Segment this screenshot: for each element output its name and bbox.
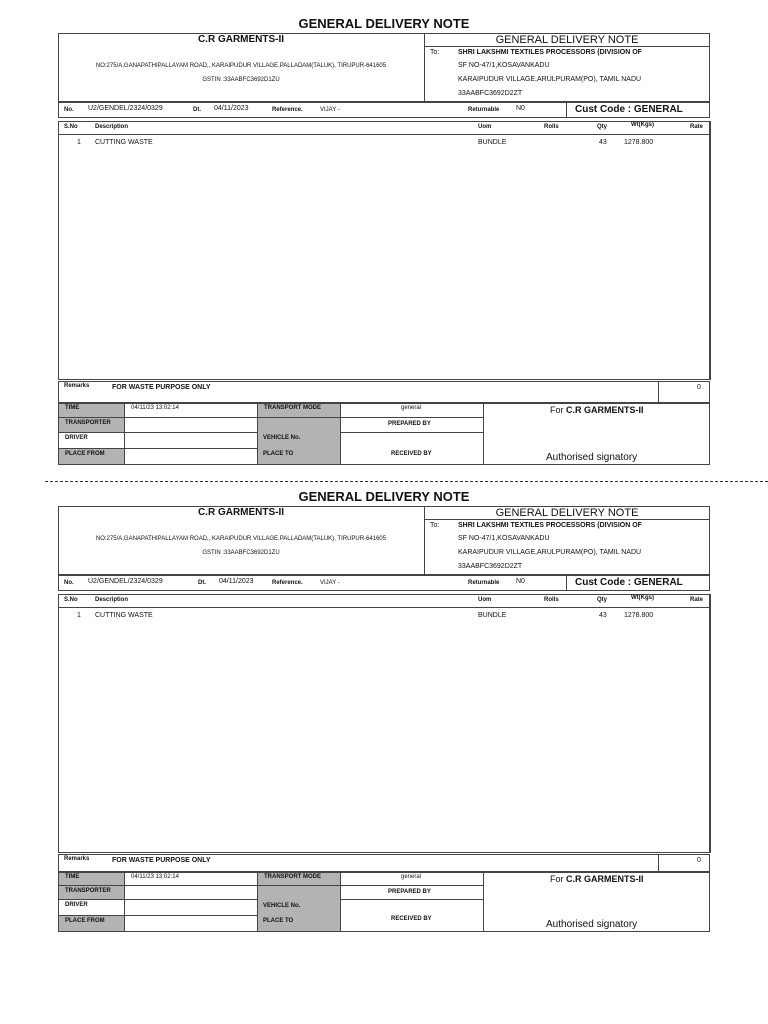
returnable-value: N0	[516, 105, 525, 112]
sender-address: NO:275/A,GANAPATHIPALLAYAM ROAD,, KARAIPUDUR VILLAGE,PALLADAM(TALUK), TIRUPUR-641605	[95, 536, 387, 542]
authorised-signatory: Authorised signatory	[546, 452, 638, 463]
col-rolls: Rolls	[544, 597, 559, 603]
right-title: GENERAL DELIVERY NOTE	[495, 507, 639, 519]
row-uom: BUNDLE	[478, 139, 507, 146]
row-wt: 1278.800	[624, 612, 654, 619]
ref-value: VIJAY -	[320, 107, 340, 113]
doc-title: GENERAL DELIVERY NOTE	[298, 489, 470, 504]
for-company: For C.R GARMENTS-II	[550, 874, 644, 884]
place-to-label-cell: PLACE TO	[263, 451, 294, 457]
receiver-line1: SF NO-47/1,KOSAVANKADU	[458, 62, 550, 69]
sender-address: NO:275/A,GANAPATHIPALLAYAM ROAD,, KARAIPUDUR VILLAGE,PALLADAM(TALUK), TIRUPUR-641605	[95, 63, 387, 69]
vehicle-label-cell: VEHICLE No.	[263, 435, 301, 441]
transport-mode-value-cell: general	[340, 403, 484, 418]
receiver-name: SHRI LAKSHMI TEXTILES PROCESSORS (DIVISION OF	[458, 522, 642, 529]
items-table	[58, 121, 710, 380]
remarks-total: 0	[697, 857, 701, 864]
dt-label: Dt.	[198, 580, 206, 586]
col-uom: Uom	[478, 124, 492, 130]
receiver-line1: SF NO-47/1,KOSAVANKADU	[458, 535, 550, 542]
receiver-line2: KARAIPUDUR VILLAGE,ARULPURAM(PO), TAMIL NADU	[458, 549, 642, 556]
driver-label-cell: DRIVER	[58, 432, 125, 449]
returnable-label: Returnable	[468, 580, 500, 586]
remarks-label: Remarks	[64, 383, 90, 389]
transporter-value-cell	[124, 417, 258, 433]
remarks-value: FOR WASTE PURPOSE ONLY	[112, 857, 211, 864]
row-description: CUTTING WASTE	[95, 139, 153, 146]
delivery-note-copy-1	[0, 0, 768, 470]
no-label: No.	[64, 107, 74, 113]
authorised-signatory: Authorised signatory	[546, 919, 638, 930]
col-uom: Uom	[478, 597, 492, 603]
ref-value: VIJAY -	[320, 580, 340, 586]
remarks-total: 0	[697, 384, 701, 391]
received-by-cell: RECEIVED BY	[340, 432, 484, 465]
transporter-label-cell: TRANSPORTER	[58, 417, 125, 433]
row-uom: BUNDLE	[478, 612, 507, 619]
row-qty: 43	[599, 139, 607, 146]
col-qty: Qty	[597, 124, 608, 130]
time-label-cell: TIME	[58, 403, 125, 418]
row-description: CUTTING WASTE	[95, 612, 153, 619]
time-value-cell: 04/11/23 13:02:14	[124, 403, 258, 418]
returnable-label: Returnable	[468, 107, 500, 113]
receiver-line2: KARAIPUDUR VILLAGE,ARULPURAM(PO), TAMIL NADU	[458, 76, 642, 83]
transporter-label-cell: TRANSPORTER	[58, 885, 125, 900]
cust-code: Cust Code : GENERAL	[575, 104, 683, 115]
col-rolls: Rolls	[544, 124, 559, 130]
sender-name: C.R GARMENTS-II	[197, 34, 285, 45]
received-by-cell: RECEIVED BY	[340, 899, 484, 932]
doc-title: GENERAL DELIVERY NOTE	[298, 16, 470, 31]
remarks-label: Remarks	[64, 856, 90, 862]
dt-label: Dt.	[193, 107, 201, 113]
no-label: No.	[64, 580, 74, 586]
time-value-cell: 04/11/23 13:02:14	[124, 872, 258, 886]
place-to-label-cell: PLACE TO	[263, 918, 294, 924]
to-label: To:	[430, 49, 440, 56]
driver-label-cell: DRIVER	[58, 899, 125, 916]
col-rate: Rate	[690, 597, 704, 603]
receiver-name: SHRI LAKSHMI TEXTILES PROCESSORS (DIVISION OF	[458, 49, 642, 56]
driver-value-cell	[124, 899, 258, 916]
row-sno: 1	[77, 612, 81, 619]
col-description: Description	[95, 124, 129, 130]
transporter-value-cell	[124, 885, 258, 900]
for-company: For C.R GARMENTS-II	[550, 405, 644, 415]
place-from-value-cell	[124, 448, 258, 465]
sender-gstin: GSTIN :33AABFC3692D1ZU	[202, 550, 280, 556]
no-value: U2/GENDEL/2324/0329	[88, 105, 163, 112]
ref-label: Reference.	[272, 580, 303, 586]
dt-value: 04/11/2023	[219, 578, 254, 585]
col-sno: S.No	[64, 124, 78, 130]
row-wt: 1278.800	[624, 139, 654, 146]
time-label-cell: TIME	[58, 872, 125, 886]
vehicle-label-cell: VEHICLE No.	[263, 903, 301, 909]
right-title: GENERAL DELIVERY NOTE	[495, 34, 639, 46]
transport-mode-label-cell: TRANSPORT MODE	[257, 872, 341, 886]
place-from-value-cell	[124, 915, 258, 932]
cust-code: Cust Code : GENERAL	[575, 577, 683, 588]
ref-label: Reference.	[272, 107, 303, 113]
receiver-gstin: 33AABFC3692D2ZT	[458, 563, 523, 570]
transport-mode-value-cell: general	[340, 872, 484, 886]
dt-value: 04/11/2023	[214, 105, 249, 112]
prepared-by-cell: PREPARED BY	[340, 885, 484, 900]
place-from-label-cell: PLACE FROM	[58, 448, 125, 465]
col-description: Description	[95, 597, 129, 603]
prepared-by-cell: PREPARED BY	[340, 417, 484, 433]
delivery-note-copy-2	[0, 473, 768, 943]
transport-mode-label-cell: TRANSPORT MODE	[257, 403, 341, 418]
driver-value-cell	[124, 432, 258, 449]
row-qty: 43	[599, 612, 607, 619]
place-from-label-cell: PLACE FROM	[58, 915, 125, 932]
sender-name: C.R GARMENTS-II	[197, 507, 285, 518]
col-wt: Wt(Kgs)	[631, 595, 654, 601]
returnable-value: N0	[516, 578, 525, 585]
items-table	[58, 594, 710, 853]
remarks-value: FOR WASTE PURPOSE ONLY	[112, 384, 211, 391]
to-label: To:	[430, 522, 440, 529]
col-rate: Rate	[690, 124, 704, 130]
col-qty: Qty	[597, 597, 608, 603]
row-sno: 1	[77, 139, 81, 146]
col-sno: S.No	[64, 597, 78, 603]
col-wt: Wt(Kgs)	[631, 122, 654, 128]
receiver-gstin: 33AABFC3692D2ZT	[458, 90, 523, 97]
no-value: U2/GENDEL/2324/0329	[88, 578, 163, 585]
sender-gstin: GSTIN :33AABFC3692D1ZU	[202, 77, 280, 83]
